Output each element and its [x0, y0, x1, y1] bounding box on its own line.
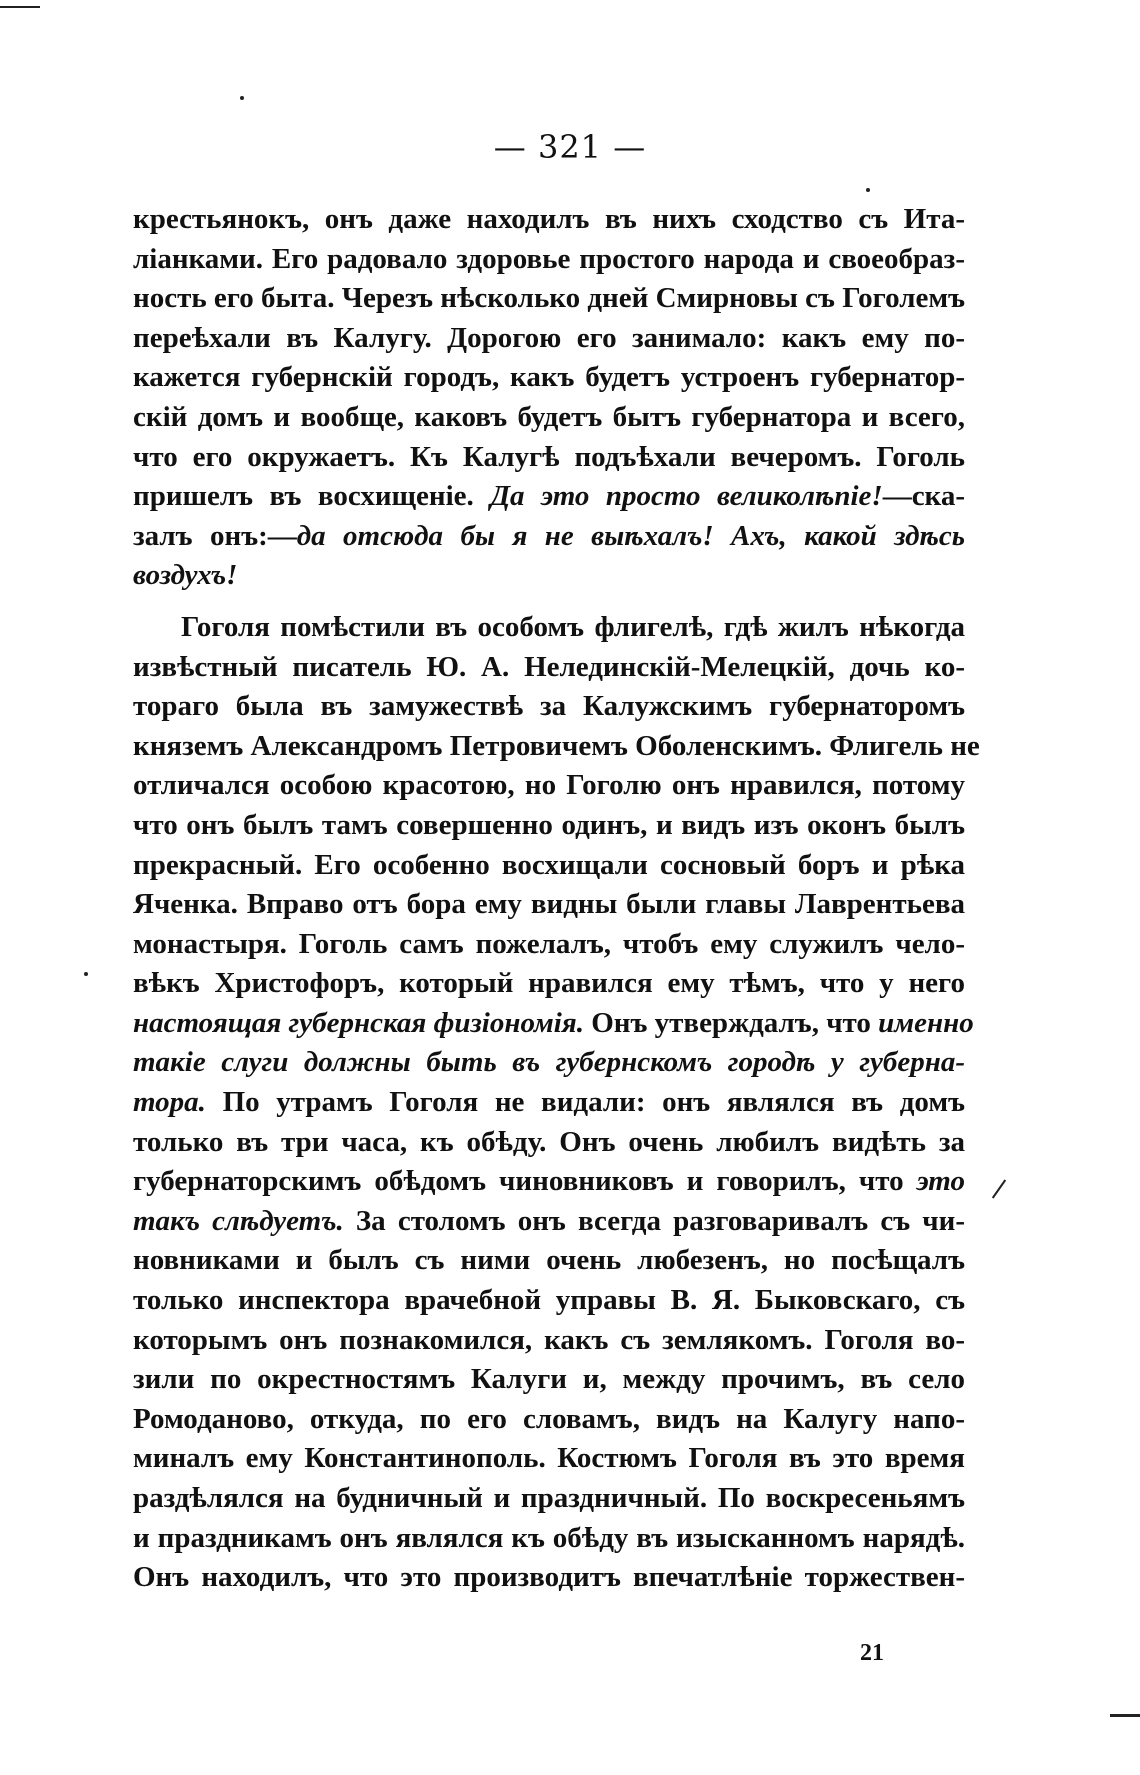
scan-speck [240, 96, 244, 100]
text-run: миналъ ему Константинополь. Костюмъ Гоголя въ это время [133, 1442, 965, 1475]
italic-text-run: это [916, 1165, 965, 1198]
text-run: тораго была въ замужествѣ за Калужскимъ губернаторомъ [133, 690, 965, 723]
text-line [133, 648, 965, 688]
text-run: ліанками. Его радовало здоровье простого народа и своеобраз- [133, 242, 965, 275]
text-line [133, 1558, 965, 1598]
text-line [133, 477, 965, 517]
text-line [133, 1123, 965, 1163]
text-run: губернаторскимъ обѣдомъ чиновниковъ и говорилъ, что [133, 1165, 917, 1198]
text-line [133, 1004, 974, 1044]
text-run: и праздникамъ онъ являлся къ обѣду въ изысканномъ нарядѣ. [133, 1521, 965, 1554]
page-number: — 321 — [493, 128, 647, 166]
text-line [133, 1439, 965, 1479]
text-run: залъ онъ:— [133, 519, 297, 552]
paragraph [133, 608, 980, 1598]
text-run: Яченка. Вправо отъ бора ему видны были главы Лаврентьева [133, 888, 965, 921]
text-line [133, 1519, 965, 1559]
text-line [133, 885, 965, 925]
text-run: монастыря. Гоголь самъ пожелалъ, чтобъ ему служилъ чело- [133, 927, 965, 960]
text-run: Гоголя помѣстили въ особомъ флигелѣ, гдѣ жилъ нѣкогда [181, 610, 965, 643]
text-line [133, 556, 965, 596]
text-line [133, 1360, 965, 1400]
text-line [133, 846, 965, 886]
scan-speck [866, 188, 870, 192]
text-run: крестьянокъ, онъ даже находилъ въ нихъ сходство съ Ита- [133, 203, 965, 235]
text-run: Ромоданово, откуда, по его словамъ, видъ на Калугу напо- [133, 1402, 965, 1435]
text-line [133, 727, 980, 767]
text-line [133, 240, 965, 280]
text-run: прекрасный. Его особенно восхищали сосновый боръ и рѣка [133, 848, 965, 881]
text-line [133, 608, 965, 648]
italic-text-run: такъ слѣдуетъ. [133, 1204, 344, 1237]
text-run: пришелъ въ восхищеніе. [133, 480, 491, 513]
text-line [133, 279, 965, 319]
text-line [133, 687, 965, 727]
text-line [133, 766, 965, 806]
text-line [133, 1241, 965, 1281]
text-run: По утрамъ Гоголя не видали: онъ являлся въ домъ [205, 1086, 965, 1119]
italic-text-run: Да это просто великолѣпіе! [490, 480, 883, 513]
text-run: вѣкъ Христофоръ, который нравился ему тѣмъ, что у него [133, 967, 965, 1000]
text-line [133, 438, 965, 478]
text-line [133, 1400, 965, 1440]
text-run: За столомъ онъ всегда разговаривалъ съ чи- [343, 1204, 965, 1237]
body-text [133, 200, 980, 1598]
text-run: Онъ находилъ, что это производитъ впечатлѣніе торжествен- [133, 1561, 965, 1594]
italic-text-run: именно [878, 1006, 974, 1039]
text-line [133, 319, 965, 359]
scan-margin-mark [992, 1179, 1006, 1198]
italic-text-run: настоящая губернская физіономія. [133, 1006, 584, 1039]
text-line [133, 1162, 965, 1202]
text-line [133, 200, 965, 240]
text-run: что онъ былъ тамъ совершенно одинъ, и видъ изъ оконъ былъ [133, 808, 965, 841]
text-run: ность его быта. Черезъ нѣсколько дней Смирновы съ Гоголемъ [133, 282, 965, 315]
text-run: новниками и былъ съ ними очень любезенъ, но посѣщалъ [133, 1244, 965, 1277]
text-run: что его окружаетъ. Къ Калугѣ подъѣхали вечеромъ. Гоголь [133, 440, 965, 473]
text-run: только инспектора врачебной управы В. Я. Быковскаго, съ [133, 1284, 965, 1317]
text-run: раздѣлялся на будничный и праздничный. По воскресеньямъ [133, 1482, 965, 1514]
text-run: кажется губернскій городъ, какъ будетъ устроенъ губернатор- [133, 361, 965, 394]
text-line [133, 1043, 965, 1083]
text-line [133, 806, 965, 846]
paragraph-gap [133, 596, 965, 608]
scan-edge-mark [0, 6, 40, 8]
text-line [133, 398, 965, 438]
text-run: скій домъ и вообще, каковъ будетъ бытъ губернатора и всего, [133, 400, 965, 433]
text-run: зили по окрестностямъ Калуги и, между прочимъ, въ село [133, 1363, 965, 1396]
text-line [133, 358, 965, 398]
text-run: которымъ онъ познакомился, какъ съ землякомъ. Гоголя во- [133, 1323, 965, 1356]
text-run: извѣстный писатель Ю. А. Нелединскій-Мелецкій, дочь ко- [133, 650, 965, 683]
paragraph [133, 200, 965, 596]
italic-text-run: воздухъ! [133, 559, 238, 592]
text-run: —ска- [882, 480, 965, 513]
text-run: только въ три часа, къ обѣду. Онъ очень любилъ видѣть за [133, 1125, 965, 1158]
text-line [133, 1321, 965, 1361]
scan-speck [84, 972, 88, 976]
text-line [133, 925, 965, 965]
italic-text-run: такіе слуги должны быть въ губернскомъ городѣ у губерна- [133, 1046, 965, 1079]
text-run: отличался особою красотою, но Гоголю онъ нравился, потому [133, 769, 965, 802]
text-run: переѣхали въ Калугу. Дорогою его занимало: какъ ему по- [133, 321, 965, 354]
text-run: Онъ утверждалъ, что [583, 1006, 879, 1039]
text-line [133, 1202, 965, 1242]
signature-mark: 21 [860, 1640, 884, 1666]
text-line [133, 1281, 965, 1321]
text-line [133, 964, 965, 1004]
text-run: княземъ Александромъ Петровичемъ Оболенскимъ. Флигель не [133, 729, 980, 762]
text-line [133, 517, 965, 557]
scan-edge-mark [1110, 1714, 1140, 1717]
italic-text-run: тора. [133, 1086, 206, 1119]
text-line [133, 1083, 965, 1123]
italic-text-run: да отсюда бы я не выѣхалъ! Ахъ, какой здѣсь [296, 519, 965, 552]
text-line [133, 1479, 965, 1519]
